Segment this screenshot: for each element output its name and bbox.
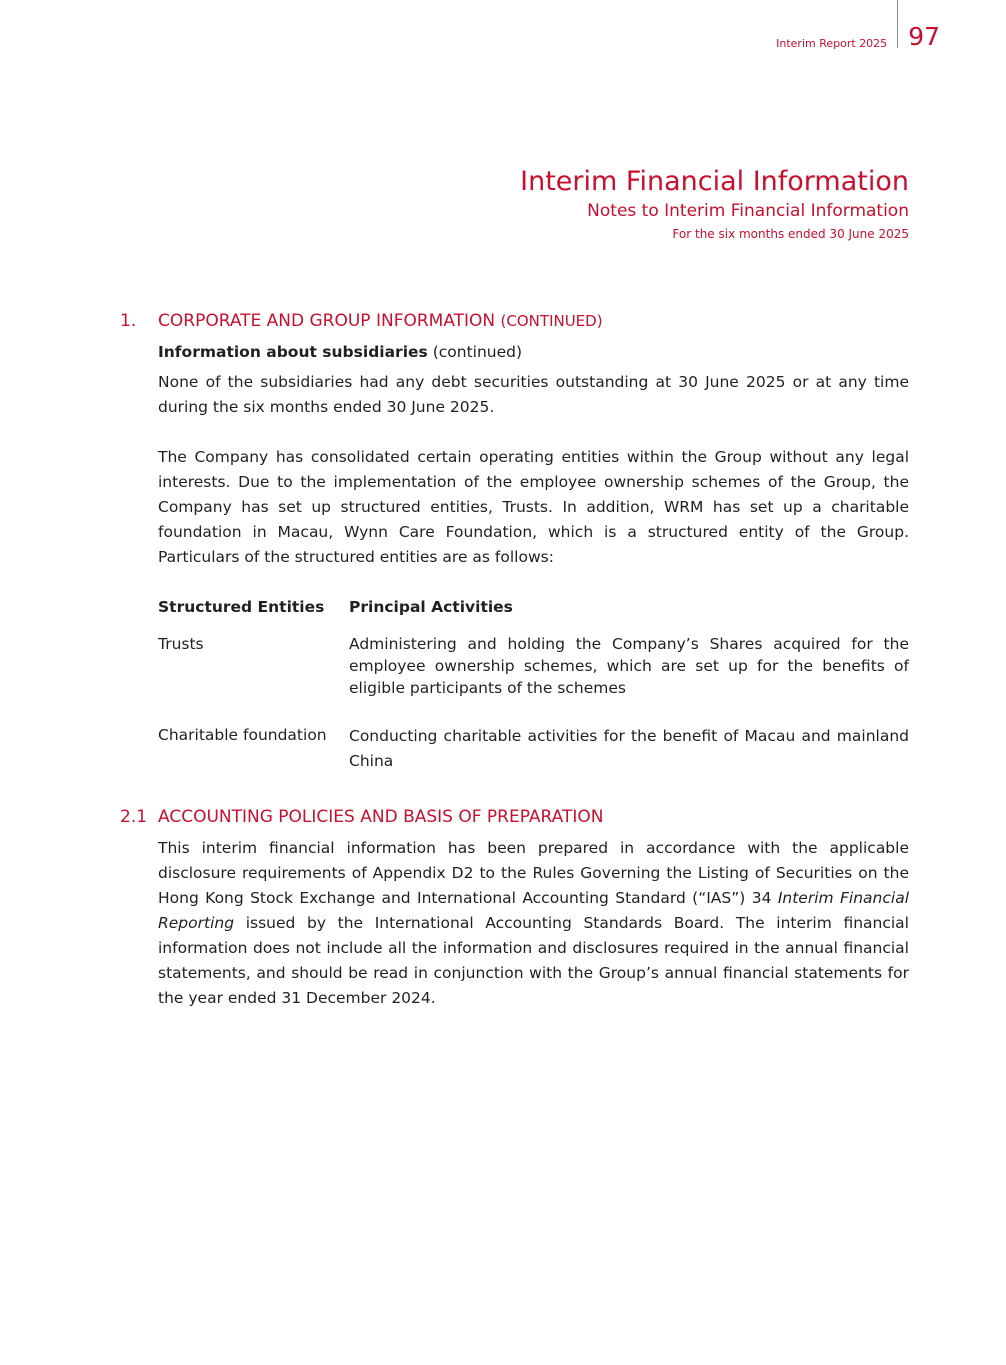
section-1-number: 1. bbox=[120, 311, 137, 331]
col-entities-header: Structured Entities bbox=[158, 598, 325, 616]
section-1-continued: (CONTINUED) bbox=[500, 312, 603, 330]
entity-name: Trusts bbox=[158, 635, 204, 653]
basis-text-part-2: issued by the International Accounting Standards Board. The interim financial information does not include all the information and disclosures required in the annual financial statements, and should be read in conjunction with the Group’s annual financial statements for the year ended 31 December 2024. bbox=[158, 914, 909, 1007]
table-row bbox=[158, 724, 909, 799]
section-2-1-body bbox=[158, 836, 909, 1011]
period-label: For the six months ended 30 June 2025 bbox=[672, 227, 909, 241]
running-header bbox=[776, 0, 940, 50]
page-title: Interim Financial Information bbox=[520, 166, 909, 197]
page-subtitle: Notes to Interim Financial Information bbox=[587, 201, 909, 221]
entity-activity: Administering and holding the Company’s Shares acquired for the employee ownership schemes, which are set up for the benefits of eligible participants of the schemes bbox=[349, 635, 909, 697]
section-1-body bbox=[158, 341, 909, 799]
section-1-heading bbox=[120, 310, 909, 332]
title-block bbox=[520, 166, 909, 244]
subsidiaries-subheading bbox=[158, 341, 909, 363]
structured-entities-table bbox=[158, 596, 909, 799]
debt-securities-paragraph: None of the subsidiaries had any debt securities outstanding at 30 June 2025 or at any time during the six months ended 30 June 2025. bbox=[158, 373, 909, 416]
subheading-bold: Information about subsidiaries bbox=[158, 343, 428, 361]
header-divider bbox=[897, 0, 898, 48]
structured-entities-paragraph: The Company has consolidated certain operating entities within the Group without any legal interests. Due to the implementation of the employee ownership schemes of the Group, the Company has set up structured entities, Trusts. In addition, WRM has set up a charitable foundation in Macau, Wynn Care Foundation, which is a structured entity of the Group. Particulars of the structured entities are as follows: bbox=[158, 448, 909, 566]
report-label: Interim Report 2025 bbox=[776, 37, 888, 50]
table-header-row bbox=[158, 596, 909, 633]
section-2-1-heading bbox=[120, 806, 909, 828]
section-1-title: CORPORATE AND GROUP INFORMATION bbox=[158, 311, 496, 331]
basis-of-preparation-paragraph bbox=[158, 836, 909, 1011]
section-2-1-title: ACCOUNTING POLICIES AND BASIS OF PREPARATION bbox=[158, 807, 604, 827]
basis-text-part-1: This interim financial information has been prepared in accordance with the applicable disclosure requirements of Appendix D2 to the Rules Governing the Listing of Securities on the Hong Kong Stock Exchange and International Accounting Standard (“IAS”) 34 bbox=[158, 839, 909, 907]
entity-activity: Conducting charitable activities for the benefit of Macau and mainland China bbox=[349, 727, 909, 770]
page-number: 97 bbox=[908, 22, 940, 51]
table-row bbox=[158, 633, 909, 724]
section-2-1-number: 2.1 bbox=[120, 807, 148, 827]
basis-text-italic: Interim Financial Reporting bbox=[158, 889, 909, 932]
entity-name: Charitable foundation bbox=[158, 726, 327, 744]
col-activities-header: Principal Activities bbox=[349, 598, 513, 616]
subheading-continued: (continued) bbox=[432, 343, 523, 361]
